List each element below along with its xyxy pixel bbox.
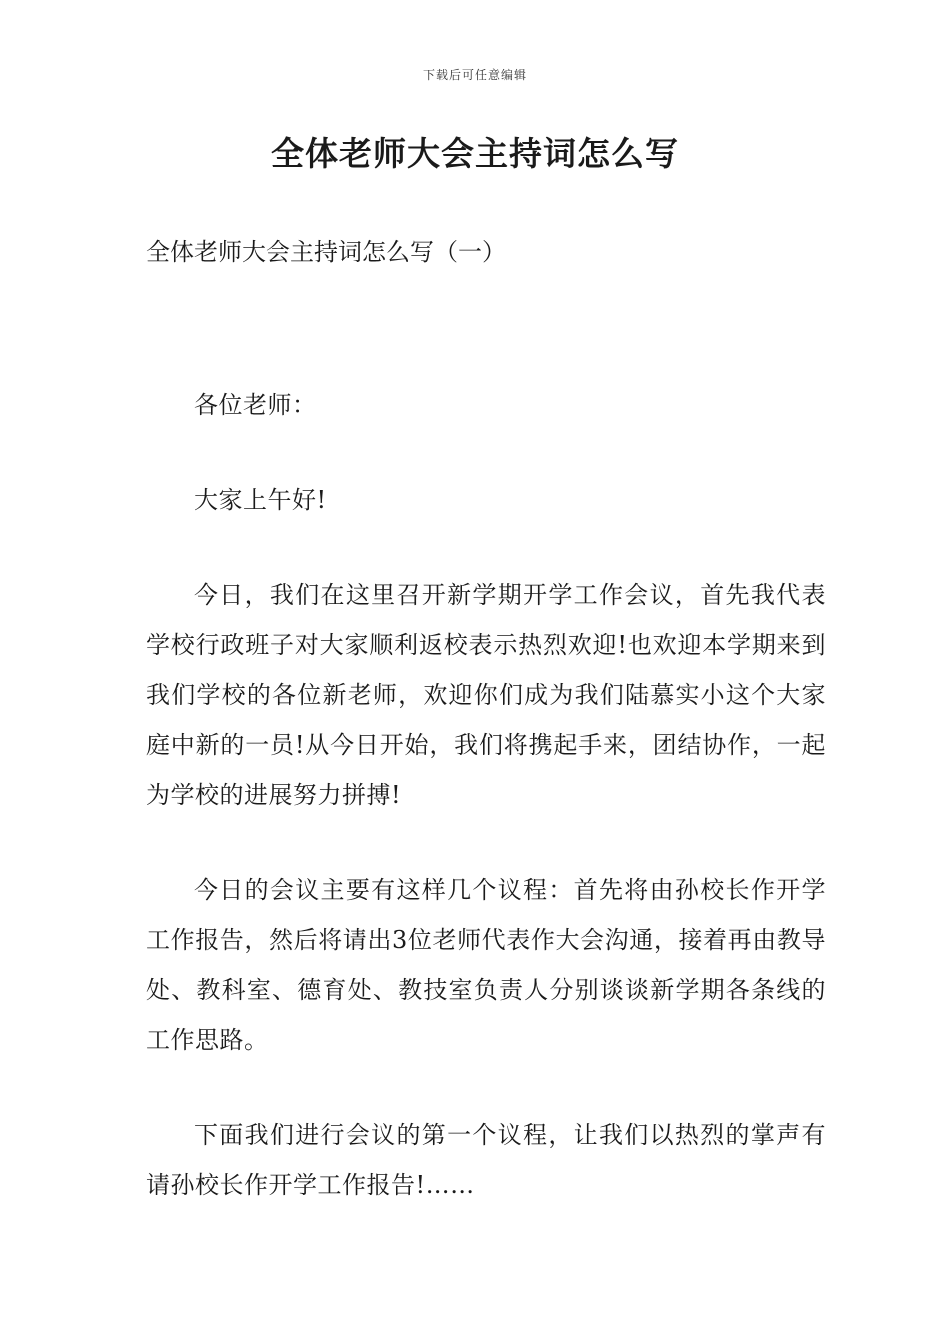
section-subtitle: 全体老师大会主持词怎么写（一）: [146, 238, 506, 266]
header-note: 下载后可任意编辑: [422, 68, 527, 82]
paragraph-agenda: 今日的会议主要有这样几个议程：首先将由孙校长作开学工作报告，然后将请出3位老师代表作大会沟通，接着再由教导处、教科室、德育处、教技室负责人分别谈谈新学期各条线的工作思路。: [146, 876, 826, 1054]
paragraph-salutation: 各位老师：: [194, 391, 317, 419]
paragraph-welcome: 今日，我们在这里召开新学期开学工作会议，首先我代表学校行政班子对大家顺利返校表示热烈欢迎!也欢迎本学期来到我们学校的各位新老师，欢迎你们成为我们陆慕实小这个大家庭中新的一员!从今日开始，我们将携起手来，团结协作，一起为学校的进展努力拼搏!: [146, 581, 826, 809]
paragraph-first-item: 下面我们进行会议的第一个议程，让我们以热烈的掌声有请孙校长作开学工作报告!……: [146, 1121, 826, 1199]
document-body: [146, 380, 826, 1255]
paragraph-greeting: 大家上午好!: [194, 486, 327, 514]
document-title: 全体老师大会主持词怎么写: [271, 134, 679, 173]
